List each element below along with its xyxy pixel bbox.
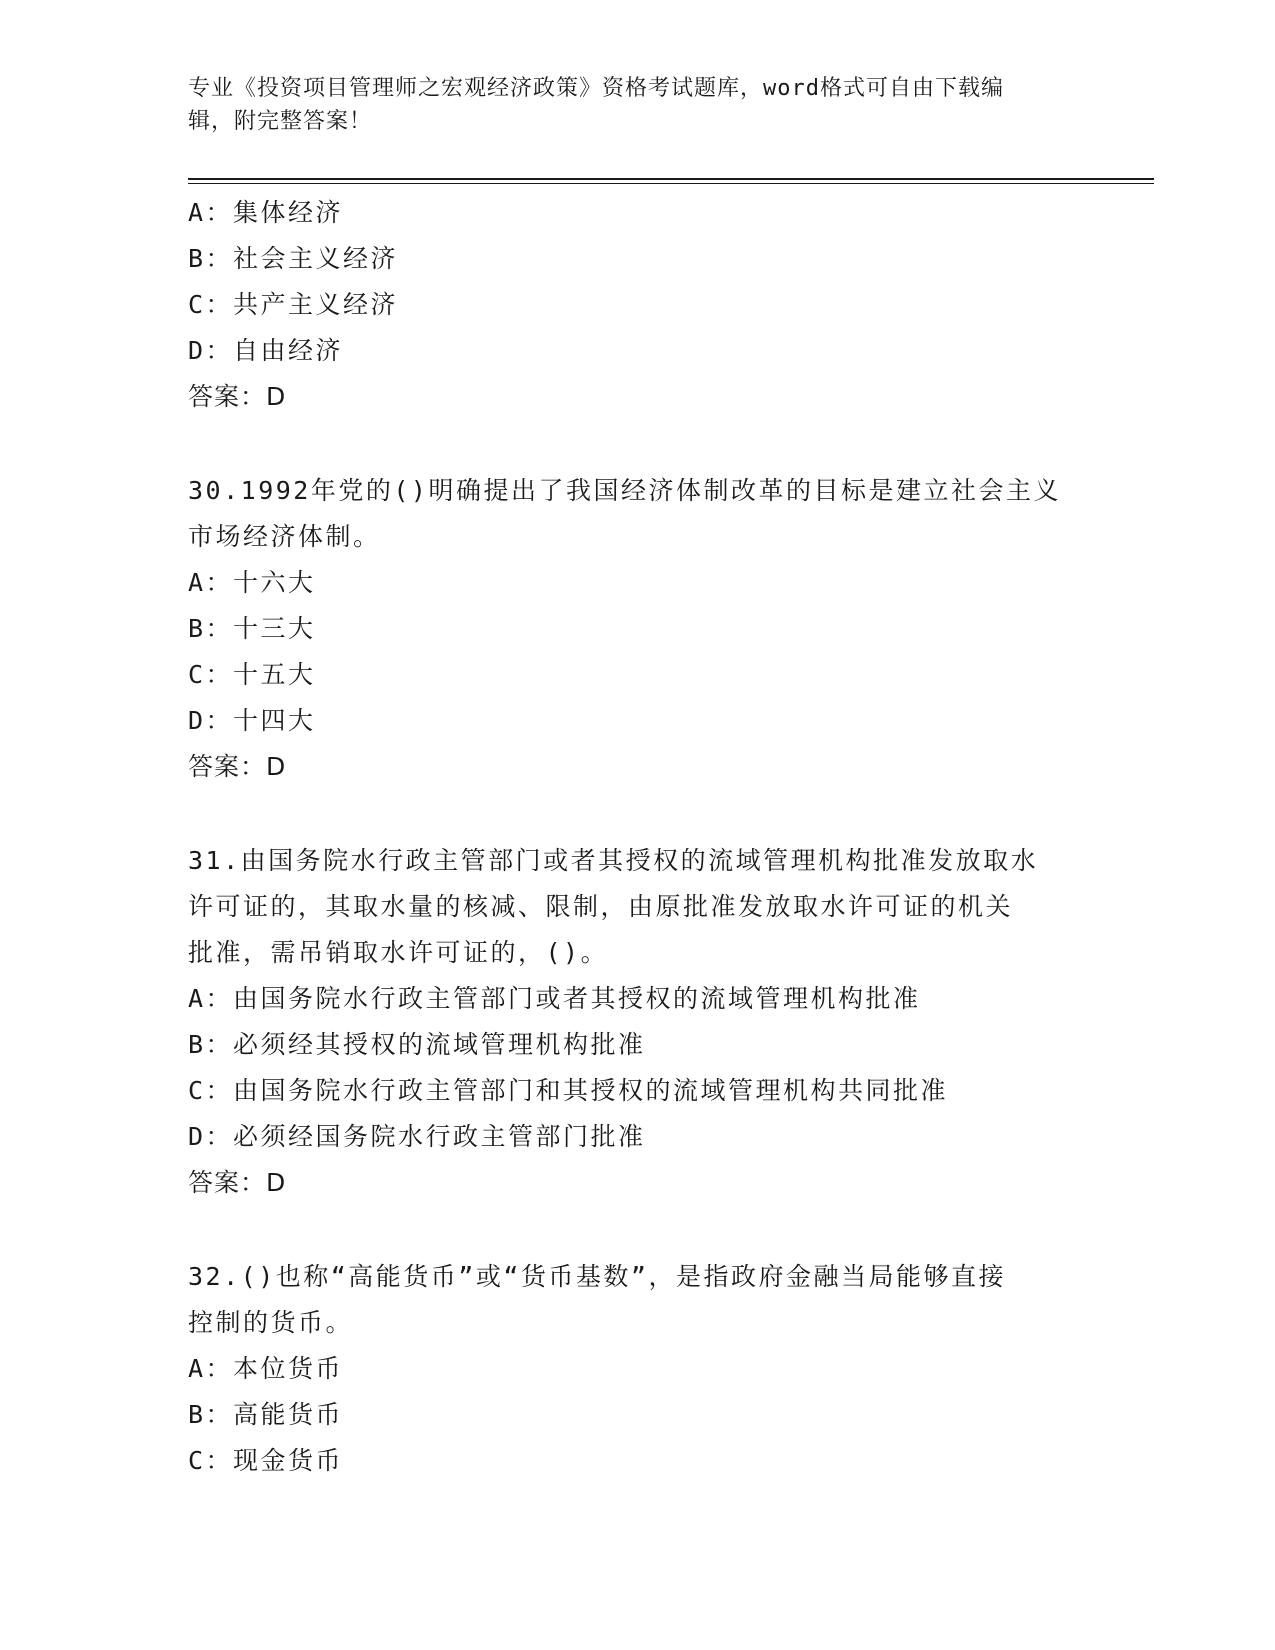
block-spacer [188, 1206, 1088, 1254]
question-block [188, 190, 1088, 420]
answer: 答案：D [188, 752, 287, 781]
option-c: C：共产主义经济 [188, 290, 399, 319]
question-block [188, 1254, 1088, 1484]
option-c: C：十五大 [188, 660, 316, 689]
question-text: 32.()也称“高能货币”或“货币基数”，是指政府金融当局能够直接 [188, 1262, 1006, 1291]
header-divider-thin [188, 183, 1154, 184]
block-spacer [188, 420, 1088, 468]
block-spacer [188, 790, 1088, 838]
answer: 答案：D [188, 382, 287, 411]
question-list [188, 190, 1088, 1484]
answer: 答案：D [188, 1168, 287, 1197]
option-c: C：现金货币 [188, 1446, 344, 1475]
option-b: B：必须经其授权的流域管理机构批准 [188, 1030, 646, 1059]
option-b: B：高能货币 [188, 1400, 344, 1429]
document-header [188, 72, 1068, 138]
option-a: A：十六大 [188, 568, 316, 597]
header-line-1: 专业《投资项目管理师之宏观经济政策》资格考试题库，word格式可自由下载编 [188, 76, 1004, 101]
option-d: D：自由经济 [188, 336, 344, 365]
option-a: A：本位货币 [188, 1354, 344, 1383]
option-a: A：由国务院水行政主管部门或者其授权的流域管理机构批准 [188, 984, 921, 1013]
option-b: B：十三大 [188, 614, 316, 643]
question-text: 市场经济体制。 [188, 522, 381, 551]
question-text: 许可证的，其取水量的核减、限制，由原批准发放取水许可证的机关 [188, 892, 1014, 921]
question-block [188, 468, 1088, 790]
option-b: B：社会主义经济 [188, 244, 399, 273]
question-text: 31.由国务院水行政主管部门或者其授权的流域管理机构批准发放取水 [188, 846, 1039, 875]
question-text: 批准，需吊销取水许可证的，()。 [188, 938, 609, 967]
option-d: D：十四大 [188, 706, 316, 735]
header-line-2: 辑，附完整答案！ [188, 109, 373, 134]
option-c: C：由国务院水行政主管部门和其授权的流域管理机构共同批准 [188, 1076, 949, 1105]
question-text: 控制的货币。 [188, 1308, 354, 1337]
option-d: D：必须经国务院水行政主管部门批准 [188, 1122, 646, 1151]
question-text: 30.1992年党的()明确提出了我国经济体制改革的目标是建立社会主义 [188, 476, 1061, 505]
question-block [188, 838, 1088, 1206]
option-a: A：集体经济 [188, 198, 344, 227]
header-divider-thick [188, 178, 1154, 180]
